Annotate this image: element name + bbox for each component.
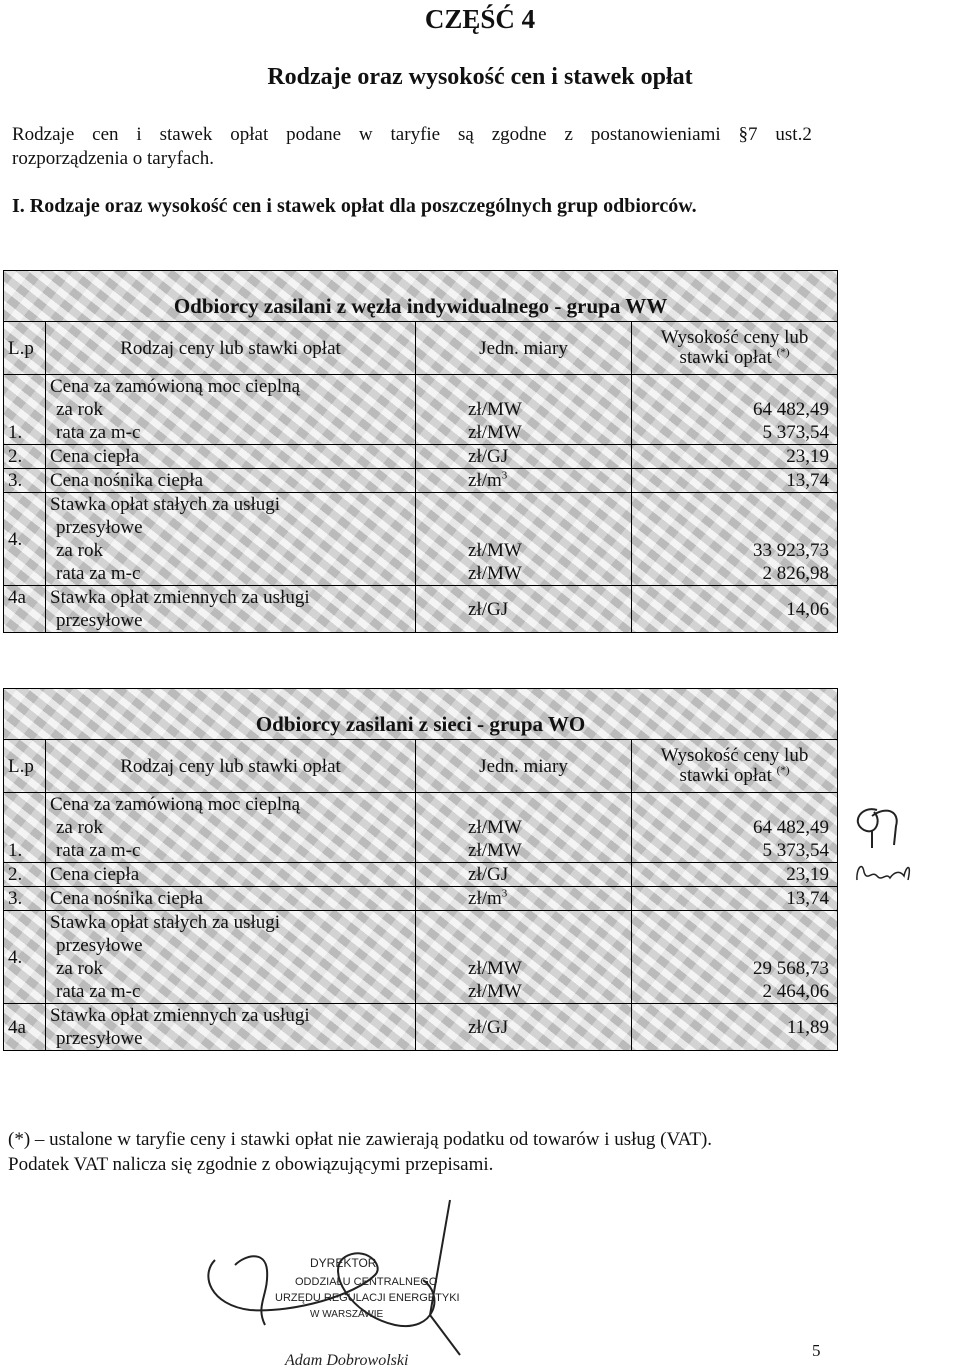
row-lp: 1. <box>4 375 46 445</box>
table-subrow: rata za m-c zł/MW 2 826,98 <box>4 562 838 586</box>
svg-text:ODDZIAŁU CENTRALNEGO: ODDZIAŁU CENTRALNEGO <box>295 1276 438 1288</box>
table-subrow: rata za m-c zł/MW 5 373,54 <box>4 839 838 863</box>
header-unit: Jedn. miary <box>416 322 632 375</box>
table-group-row <box>4 271 838 322</box>
signature-stamp <box>195 1195 485 1370</box>
table-row: 4. Stawka opłat stałych za usługi <box>4 911 838 935</box>
tariff-table-ww <box>3 270 838 633</box>
table-subrow: za rok zł/MW 64 482,49 <box>4 398 838 421</box>
document-title: Rodzaje oraz wysokość cen i stawek opłat <box>267 64 693 90</box>
table-row: 2. Cena ciepła zł/GJ 23,19 <box>4 863 838 887</box>
table-header-row <box>4 322 838 375</box>
svg-text:W WARSZAWIE: W WARSZAWIE <box>310 1309 384 1320</box>
table-row: 2. Cena ciepła zł/GJ 23,19 <box>4 445 838 469</box>
table-subrow: za rok zł/MW 29 568,73 <box>4 957 838 980</box>
header-lp: L.p <box>4 740 46 793</box>
table-row: 1. Cena za zamówioną moc cieplną <box>4 793 838 817</box>
header-kind: Rodzaj ceny lub stawki opłat <box>46 740 416 793</box>
table-subrow: przesyłowe <box>4 1027 838 1051</box>
table-subrow: przesyłowe <box>4 516 838 539</box>
table-row: 4a Stawka opłat zmiennych za usługi zł/GJ 11,89 <box>4 1004 838 1028</box>
table-row: 4a Stawka opłat zmiennych za usługi zł/GJ 14,06 <box>4 586 838 610</box>
header-unit: Jedn. miary <box>416 740 632 793</box>
intro-line-1: Rodzaje cen i stawek opłat podane w taryfie są zgodne z postanowieniami §7 ust.2 <box>12 124 812 145</box>
section-title: I. Rodzaje oraz wysokość cen i stawek opłat dla poszczególnych grup odbiorców. <box>12 195 697 217</box>
page-number: 5 <box>812 1341 821 1360</box>
header-lp: L.p <box>4 322 46 375</box>
intro-line-2: rozporządzenia o taryfach. <box>12 148 215 169</box>
table-subrow: rata za m-c zł/MW 5 373,54 <box>4 421 838 445</box>
table-subrow: za rok zł/MW 33 923,73 <box>4 539 838 562</box>
header-kind: Rodzaj ceny lub stawki opłat <box>46 322 416 375</box>
table-row: 3. Cena nośnika ciepła $zł/m^3$ 13,74 <box>4 887 838 911</box>
header-value: Wysokość ceny lub stawki opłat (*) <box>632 322 838 375</box>
table-subrow: przesyłowe <box>4 934 838 957</box>
group-title: Odbiorcy zasilani z sieci - grupa WO <box>4 689 838 740</box>
intro-paragraph <box>12 123 812 171</box>
table-subrow: przesyłowe <box>4 609 838 633</box>
table-subrow: rata za m-c zł/MW 2 464,06 <box>4 980 838 1004</box>
svg-text:URZĘDU REGULACJI ENERGETYKI: URZĘDU REGULACJI ENERGETYKI <box>275 1292 460 1304</box>
table-row: 3. Cena nośnika ciepła $zł/m^3$ 13,74 <box>4 469 838 493</box>
group-title: Odbiorcy zasilani z węzła indywidualnego - grupa WW <box>4 271 838 322</box>
row-name: Cena za zamówioną moc cieplną <box>46 375 416 399</box>
table-header-row <box>4 740 838 793</box>
header-value: Wysokość ceny lub stawki opłat (*) <box>632 740 838 793</box>
table-row <box>4 375 838 399</box>
svg-text:Adam Dobrowolski: Adam Dobrowolski <box>285 1352 409 1369</box>
footnote: (*) – ustalone w taryfie ceny i stawki opłat nie zawierają podatku od towarów i usług (VAT). Podatek VAT nalicza się zgodnie z obowiązującymi przepisami. <box>8 1129 713 1175</box>
tariff-table-wo <box>3 688 838 1051</box>
svg-text:DYREKTOR: DYREKTOR <box>310 1256 377 1270</box>
table-subrow: za rok zł/MW 64 482,49 <box>4 816 838 839</box>
handwritten-initials <box>842 800 942 900</box>
table-row: 4. Stawka opłat stałych za usługi <box>4 493 838 517</box>
table-group-row <box>4 689 838 740</box>
part-title: CZĘŚĆ 4 <box>424 4 536 34</box>
